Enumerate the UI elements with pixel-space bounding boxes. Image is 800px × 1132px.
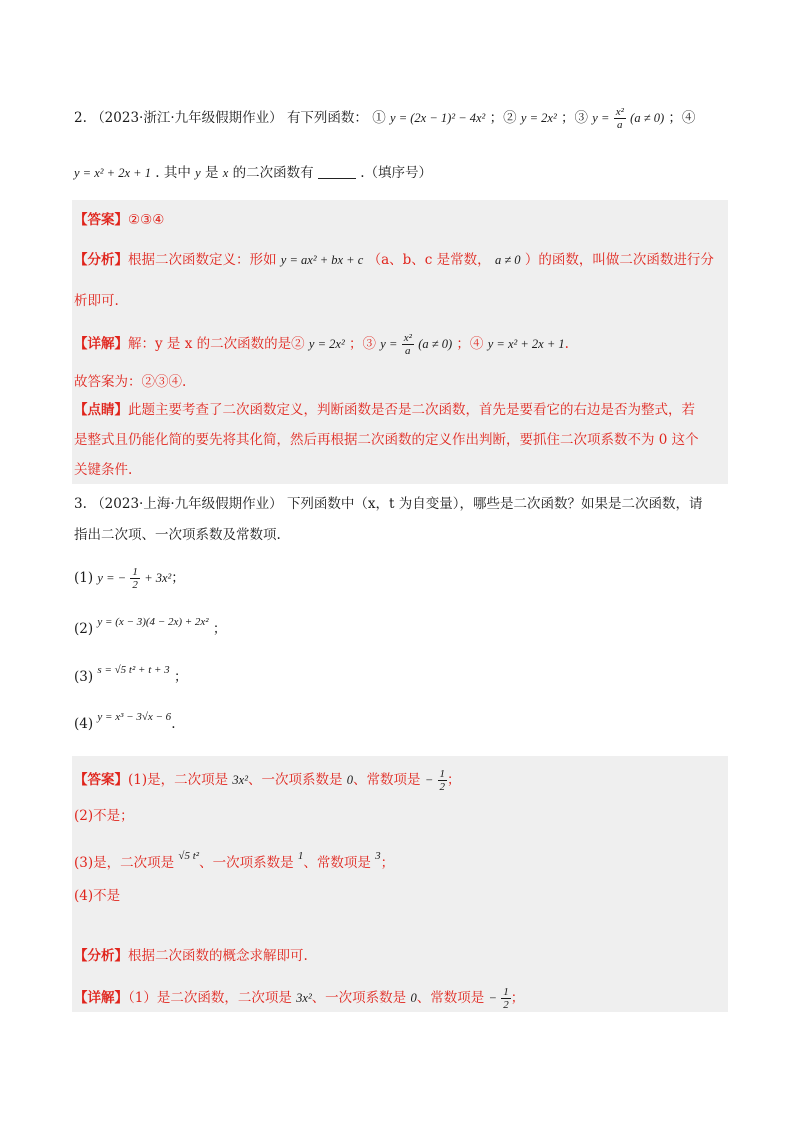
q2-tail-d: .（填序号） (360, 165, 433, 181)
q2-formula-4: y = x² + 2x + 1 (74, 166, 151, 180)
q3-detail-const-label: 、常数项是 (416, 990, 485, 1006)
q2-number: 2. (74, 110, 87, 126)
q3-line-2 (74, 525, 281, 545)
q3-item-3-label: (3) (74, 669, 94, 685)
q2-comment-1: 此题主要考查了二次函数定义，判断函数是否是二次函数，首先是要看它的右边是否为整式，若 (128, 402, 695, 418)
q3-answer-3-mid: 、一次项系数是 (199, 855, 294, 871)
q3-item-1-lhs: y = − (97, 571, 127, 585)
q3-detail-text: （1）是二次函数，二次项是 (128, 990, 292, 1006)
q2-analysis-line-2 (74, 291, 119, 311)
q3-stem-2: 指出二次项、一次项系数及常数项. (74, 527, 281, 543)
q3-detail-line (74, 986, 524, 1011)
q2-comment-line-3 (74, 460, 132, 480)
q2-formula-1: y = (2x − 1)² − 4x² (390, 111, 486, 125)
q2-comment-2: 是整式且仍能化简的要先将其化简，然后再根据二次函数的定义作出判断，要抓住二次项系数不为 0 这个 (74, 432, 699, 448)
q3-answer-line-2 (74, 806, 134, 826)
q2-detail-formula-3-fraction (402, 332, 414, 357)
q3-item-4-label: (4) (74, 716, 94, 732)
q2-marker-4: ；④ (668, 110, 696, 126)
q2-conclusion-line (74, 372, 186, 392)
q3-answer-line-3 (74, 846, 394, 873)
q2-source: （2023·浙江·九年级假期作业） (91, 110, 283, 126)
q2-tail-a: . 其中 (155, 165, 191, 181)
q3-item-2-formula: y = (x − 3)(4 − 2x) + 2x² (97, 616, 209, 628)
q3-item-1 (74, 566, 185, 591)
q2-comment-tag: 【点睛】 (74, 402, 128, 418)
q2-formula-3-denominator: a (617, 119, 623, 131)
q3-detail-const-numerator: 1 (503, 986, 509, 998)
q2-analysis-b: （a、b、c 是常数， (367, 252, 491, 268)
q2-detail-formula-3-lhs: y = (380, 337, 398, 351)
q3-answer-3-const-label: 、常数项是 (303, 855, 371, 871)
q2-tail-y: y (195, 166, 201, 180)
q2-detail-formula-3-denominator: a (405, 345, 411, 357)
q2-analysis-tag: 【分析】 (74, 252, 128, 268)
q2-marker-2: ；② (489, 110, 517, 126)
q2-detail-tag: 【详解】 (74, 336, 128, 352)
q3-answer-1-end: ； (447, 772, 461, 788)
q3-item-1-end: ； (171, 570, 185, 586)
q3-answer-1-text: (1)是，二次项是 (128, 772, 229, 788)
q3-item-4-end: . (171, 716, 176, 732)
q3-solution-box (72, 756, 728, 1012)
q3-answer-line-1 (74, 768, 461, 793)
q3-answer-1-mid: 、一次项系数是 (247, 772, 343, 788)
q3-answer-1-const-denominator: 2 (439, 781, 446, 793)
q3-item-3 (74, 660, 187, 687)
q2-formula-3-condition: (a ≠ 0) (630, 111, 665, 125)
q2-analysis-c: ）的函数，叫做二次函数进行分 (524, 252, 714, 268)
q3-item-2-label: (2) (74, 621, 94, 637)
q2-formula-2: y = 2x² (520, 111, 557, 125)
q3-item-1-rhs: + 3x² (144, 571, 172, 585)
q3-answer-3-end: ； (380, 855, 395, 871)
q2-comment-3: 关键条件. (74, 462, 133, 478)
q3-line-1 (74, 494, 703, 514)
q2-answer: ②③④ (128, 212, 165, 228)
q2-answer-line (74, 210, 164, 230)
q3-analysis-tag: 【分析】 (74, 948, 128, 964)
q2-line-1 (74, 106, 695, 131)
q2-tail-x: x (222, 166, 229, 180)
q2-formula-3-lhs: y = (592, 111, 610, 125)
q2-conclusion: 故答案为：②③④. (74, 374, 187, 390)
q2-line-2 (74, 163, 432, 183)
q3-analysis-line (74, 946, 308, 966)
q3-detail-coef: 0 (410, 991, 417, 1005)
q3-detail-mid: 、一次项系数是 (311, 990, 407, 1006)
q3-answer-1-const-sign: − (424, 773, 434, 787)
q3-answer-4: (4)不是 (74, 888, 121, 904)
q2-answer-blank (318, 164, 356, 179)
q2-formula-3-fraction (614, 106, 626, 131)
q2-analysis-a: 根据二次函数定义：形如 (128, 252, 277, 268)
q3-detail-tag: 【详解】 (74, 990, 128, 1006)
q3-detail-term: 3x² (296, 991, 312, 1005)
q2-detail-a: 解：y 是 x 的二次函数的是② (128, 336, 305, 352)
q2-detail-formula-2: y = 2x² (308, 337, 345, 351)
q2-comment-line-2 (74, 430, 699, 450)
q2-analysis-formula: y = ax² + bx + c (280, 253, 364, 267)
q2-stem: 有下列函数： (286, 110, 368, 126)
q3-item-3-formula: s = √5 t² + t + 3 (97, 664, 170, 676)
q3-stem-1: 下列函数中（x，t 为自变量），哪些是二次函数？如果是二次函数，请 (286, 496, 703, 512)
q3-source: （2023·上海·九年级假期作业） (91, 496, 283, 512)
q3-answer-1-term: 3x² (232, 773, 248, 787)
q3-answer-1-const-fraction (438, 768, 448, 793)
q2-tail-c: 的二次函数有 (232, 165, 314, 181)
q3-detail-const-sign: − (488, 991, 497, 1005)
q3-detail-end: ； (510, 990, 525, 1006)
q2-formula-3-numerator: x² (615, 106, 624, 118)
q3-item-4 (74, 707, 175, 734)
q3-detail-const-fraction (501, 986, 511, 1011)
q3-answer-1-coef: 0 (346, 773, 354, 787)
q2-detail-formula-3-numerator: x² (403, 332, 412, 344)
q3-answer-line-4 (74, 886, 120, 906)
q3-answer-tag: 【答案】 (74, 772, 128, 788)
q2-marker-1: ① (372, 110, 386, 126)
q2-analysis-d: 析即可. (74, 293, 119, 309)
q3-item-2 (74, 612, 226, 639)
q3-detail-const-denominator: 2 (503, 999, 509, 1011)
q2-analysis-line-1 (74, 250, 714, 270)
q3-answer-1-const-numerator: 1 (439, 768, 446, 780)
q2-detail-c: ；④ (456, 336, 484, 352)
q3-item-1-fraction (130, 566, 140, 591)
q3-answer-3-coef: 1 (297, 850, 304, 862)
q2-detail-b: ；③ (349, 336, 376, 352)
q3-answer-2: (2)不是； (74, 808, 134, 824)
q3-answer-3-const: 3 (375, 850, 381, 862)
q2-comment-line-1 (74, 400, 695, 420)
q3-answer-1-const-label: 、常数项是 (353, 772, 421, 788)
q3-answer-3-text: (3)是，二次项是 (74, 855, 175, 871)
q3-number: 3. (74, 496, 87, 512)
q2-marker-3: ；③ (560, 110, 588, 126)
q2-detail-formula-4: y = x² + 2x + 1 (487, 337, 565, 351)
q3-item-1-numerator: 1 (132, 566, 138, 578)
q2-detail-d: . (564, 336, 569, 352)
q3-item-4-formula: y = x³ − 3√x − 6 (97, 711, 172, 723)
q2-analysis-condition: a ≠ 0 (494, 253, 521, 267)
q2-detail-formula-3-condition: (a ≠ 0) (418, 337, 453, 351)
q3-analysis: 根据二次函数的概念求解即可. (128, 948, 308, 964)
q3-item-2-end: ； (212, 621, 227, 637)
q2-tail-b: 是 (205, 165, 219, 181)
q3-answer-3-term: √5 t² (178, 850, 200, 862)
q2-detail-line (74, 332, 569, 357)
q3-item-1-denominator: 2 (132, 579, 138, 591)
q3-item-3-end: ； (173, 669, 188, 685)
q2-answer-tag: 【答案】 (74, 212, 128, 228)
q3-item-1-label: (1) (74, 570, 94, 586)
